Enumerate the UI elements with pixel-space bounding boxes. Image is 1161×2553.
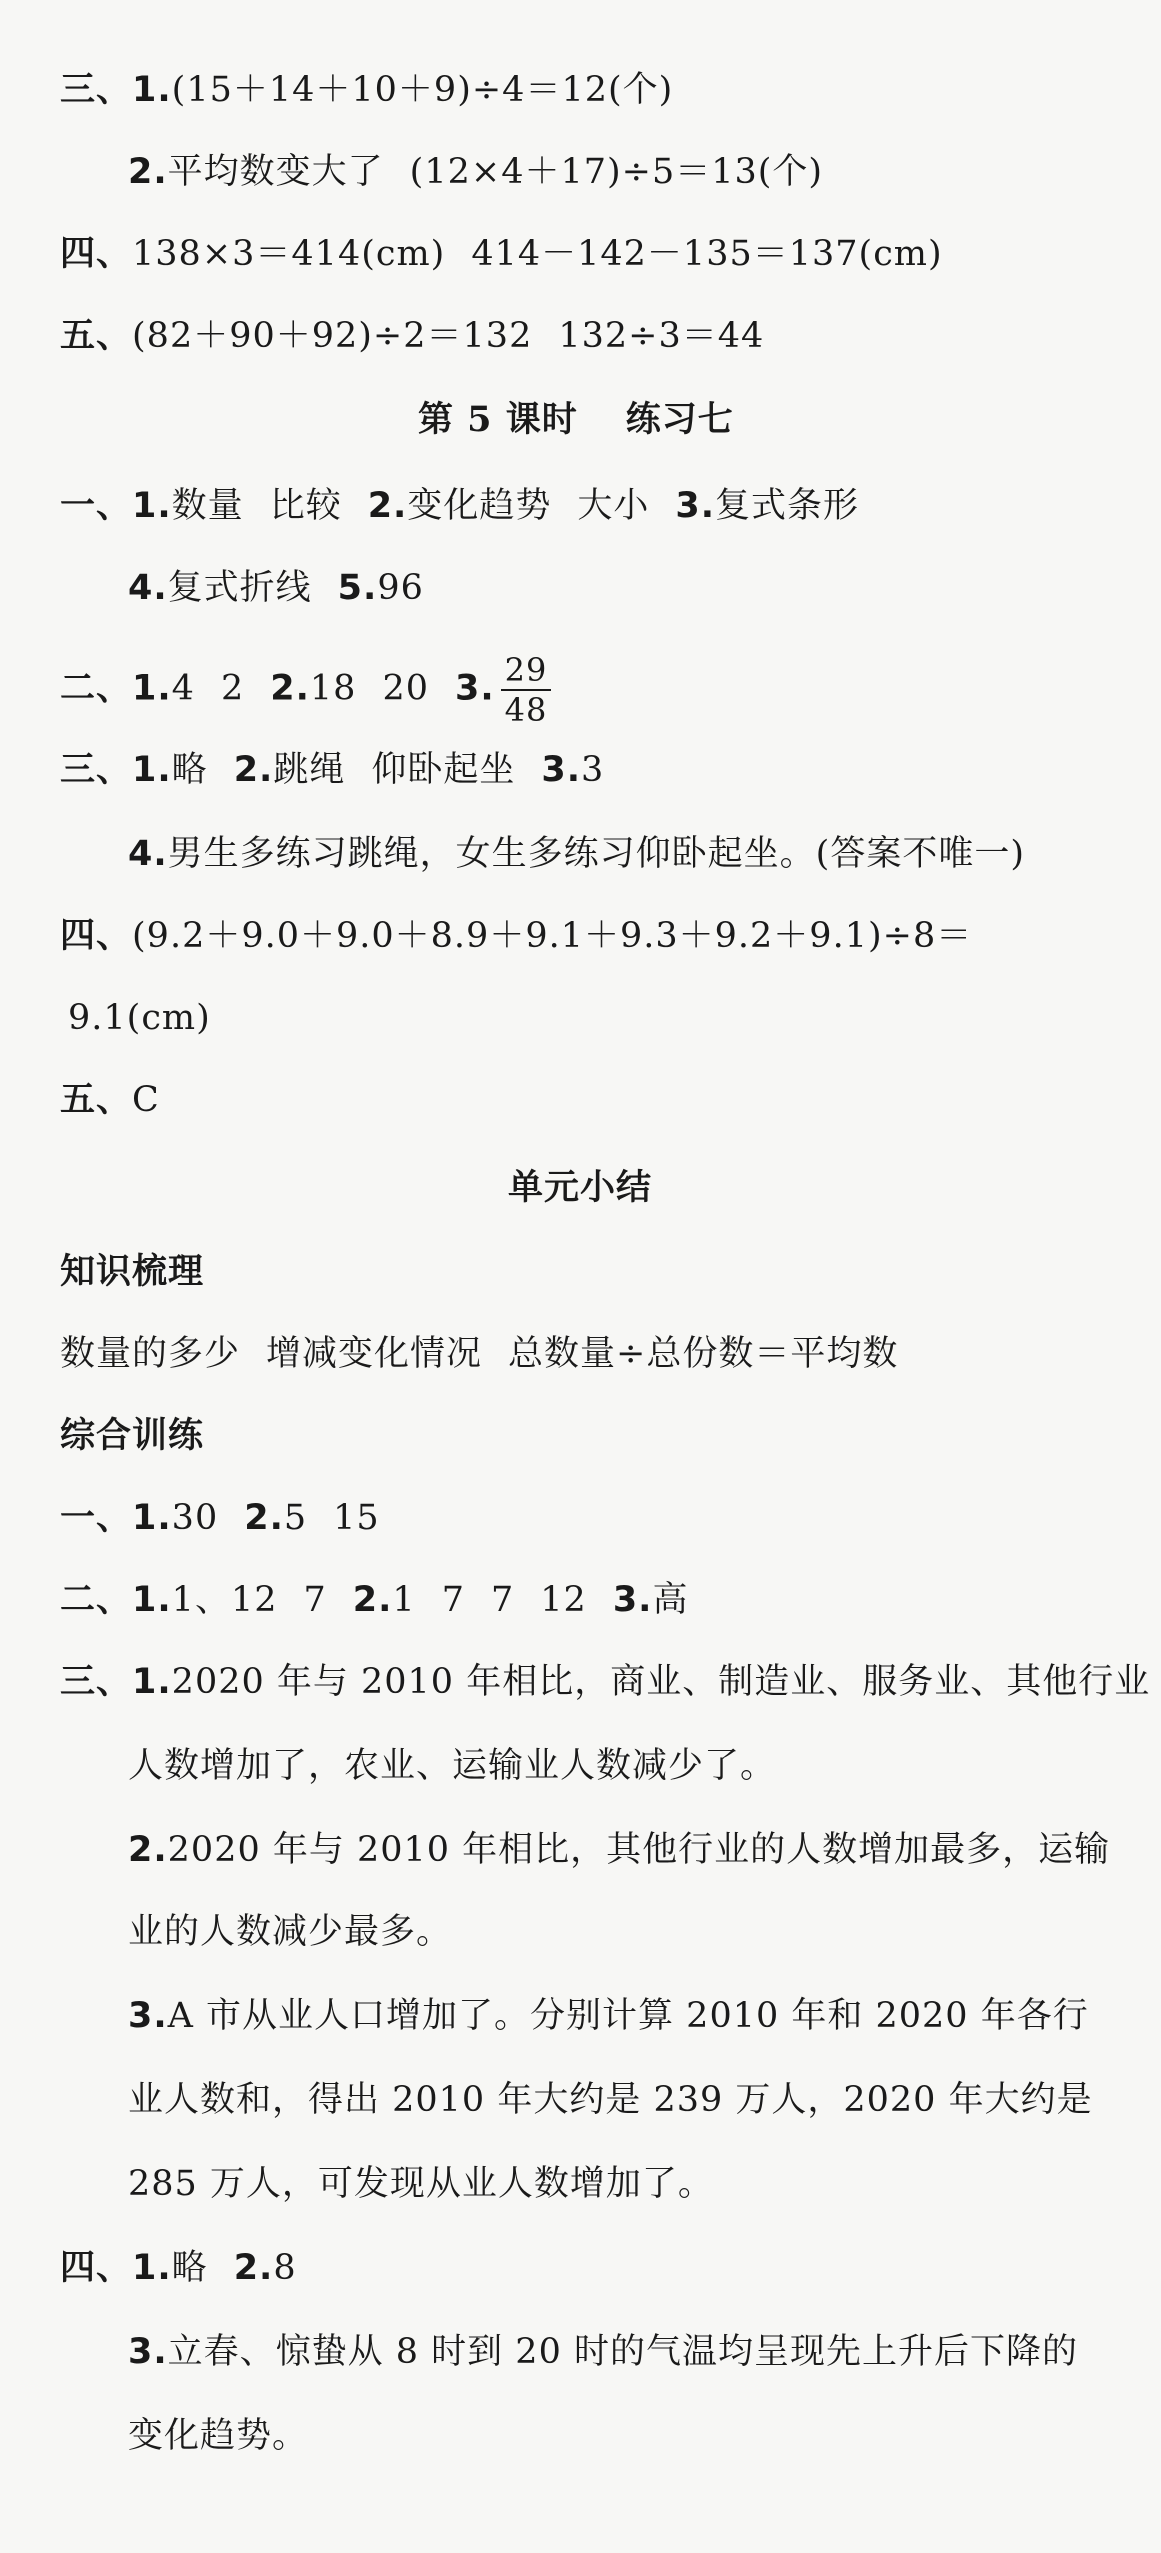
answer-text: 男生多练习跳绳，女生多练习仰卧起坐。(答案不唯一) — [167, 834, 1025, 874]
item-number: 3. — [675, 486, 716, 526]
line-t3-1-cont — [128, 1744, 776, 1788]
heading-lesson: 第 5 课时 — [418, 399, 578, 440]
answer-text: 12 — [540, 1580, 587, 1620]
line-2 — [60, 651, 551, 729]
lesson-heading — [418, 398, 734, 442]
item-number: 4. — [128, 834, 168, 874]
item-number: 3. — [128, 2332, 168, 2372]
line-t4-3-cont — [128, 2414, 308, 2458]
answer-text: 比较 — [269, 486, 342, 526]
answer-text: 7 — [303, 1580, 327, 1620]
item-number: 1. — [132, 70, 172, 110]
answer-text: 数量的多少 — [60, 1334, 241, 1374]
section-label: 五、 — [60, 315, 133, 356]
answer-text: (82＋90＋92)÷2＝132 — [132, 316, 533, 356]
fraction-numerator: 29 — [501, 654, 552, 691]
section-label: 四、 — [60, 915, 133, 956]
answer-text: 20 — [382, 668, 429, 709]
answer-text: 跳绳 — [273, 750, 346, 790]
fraction-denominator: 48 — [504, 691, 548, 729]
answer-text: (12×4＋17)÷5＝13(个) — [409, 152, 824, 192]
answer-text: 人数增加了，农业、运输业人数减少了。 — [128, 1746, 777, 1786]
unit-summary-heading — [508, 1166, 652, 1210]
line-3-2 — [128, 150, 823, 194]
answer-text: C — [132, 1080, 160, 1120]
section-label: 二、 — [60, 1579, 133, 1620]
subheading-training — [60, 1414, 204, 1458]
answer-text: 9.1(cm) — [68, 998, 211, 1038]
item-number: 3. — [128, 1996, 168, 2036]
heading-title: 单元小结 — [508, 1167, 653, 1208]
item-number: 3. — [454, 668, 495, 709]
answer-text: (15＋14＋10＋9)÷4＝12(个) — [171, 70, 674, 110]
line-5 — [60, 314, 764, 358]
answer-text: 8 — [273, 2248, 297, 2288]
item-number: 5. — [337, 568, 378, 608]
line-t3-2 — [128, 1828, 1110, 1872]
answer-text: 414－142－135＝137(cm) — [471, 234, 943, 274]
answer-text: 变化趋势。 — [128, 2416, 309, 2456]
answer-text: 略 — [171, 750, 208, 790]
section-label: 三、 — [60, 749, 133, 790]
section-label: 二、 — [60, 667, 133, 709]
answer-text: 1 — [392, 1580, 416, 1620]
item-number: 2. — [270, 668, 310, 709]
answer-text: 总数量÷总份数＝平均数 — [508, 1334, 899, 1374]
heading-title: 练习七 — [625, 399, 734, 440]
item-number: 2. — [233, 750, 274, 790]
item-number: 1. — [132, 486, 172, 526]
subheading-text: 综合训练 — [60, 1415, 205, 1456]
answer-text: 大小 — [577, 486, 650, 526]
item-number: 2. — [367, 486, 408, 526]
line-t2 — [60, 1578, 688, 1622]
answer-text: A 市从业人口增加了。分别计算 2010 年和 2020 年各行 — [167, 1996, 1089, 2036]
line-t4 — [60, 2246, 297, 2290]
line-t3-2-cont — [128, 1910, 452, 1954]
answer-text: 15 — [333, 1498, 380, 1538]
line-t4-3 — [128, 2330, 1078, 2374]
answer-text: 18 — [309, 668, 357, 709]
line-5-b — [60, 1078, 160, 1122]
answer-text: 数量 — [171, 486, 244, 526]
section-label: 三、 — [60, 1661, 133, 1702]
answer-text: 2 — [220, 668, 245, 709]
item-number: 1. — [132, 1498, 172, 1538]
line-knowledge — [60, 1332, 898, 1376]
line-t1 — [60, 1496, 380, 1540]
answer-text: 略 — [171, 2248, 208, 2288]
line-t3-3-cont1 — [128, 2078, 1093, 2122]
answer-text: 立春、惊蛰从 8 时到 20 时的气温均呈现先上升后下降的 — [167, 2332, 1078, 2372]
item-number: 1. — [132, 668, 172, 709]
answer-text: 96 — [377, 568, 424, 608]
item-number: 2. — [352, 1580, 393, 1620]
answer-text: 复式条形 — [715, 486, 860, 526]
line-4 — [60, 232, 943, 276]
answer-text: 3 — [581, 750, 605, 790]
line-1-4 — [128, 566, 424, 610]
answer-text: 仰卧起坐 — [371, 750, 516, 790]
answer-text: 7 — [441, 1580, 465, 1620]
answer-text: 132÷3＝44 — [558, 316, 765, 356]
answer-text: 业人数和，得出 2010 年大约是 239 万人，2020 年大约是 — [128, 2080, 1093, 2120]
answer-text: 复式折线 — [167, 568, 312, 608]
line-t3-3 — [128, 1994, 1089, 2038]
item-number: 2. — [128, 1830, 168, 1870]
answer-text: 138×3＝414(cm) — [132, 234, 446, 274]
item-number: 2. — [233, 2248, 274, 2288]
line-3-b — [60, 748, 604, 792]
subheading-text: 知识梳理 — [60, 1251, 205, 1292]
line-t3-3-cont2 — [128, 2162, 714, 2206]
subheading-knowledge — [60, 1250, 204, 1294]
item-number: 1. — [132, 1580, 172, 1620]
answer-text: 2020 年与 2010 年相比，其他行业的人数增加最多，运输 — [167, 1830, 1111, 1870]
item-number: 2. — [128, 152, 168, 192]
answer-text: 7 — [490, 1580, 515, 1620]
answer-text: 业的人数减少最多。 — [128, 1912, 453, 1952]
item-number: 1. — [132, 2248, 172, 2288]
item-number: 3. — [541, 750, 582, 790]
item-number: 2. — [244, 1498, 284, 1538]
line-3-4 — [128, 832, 1025, 876]
section-label: 三、 — [60, 69, 133, 110]
answer-text: 变化趋势 — [407, 486, 552, 526]
line-4-b-cont — [68, 996, 211, 1040]
item-number: 1. — [132, 1662, 172, 1702]
answer-text: 1、12 — [171, 1580, 278, 1620]
item-number: 1. — [132, 750, 172, 790]
line-1-1 — [60, 484, 859, 528]
line-t3-1 — [60, 1660, 1150, 1704]
item-number: 4. — [128, 568, 168, 608]
section-label: 五、 — [60, 1079, 133, 1120]
section-label: 一、 — [60, 1497, 133, 1538]
line-4-b — [60, 914, 972, 958]
line-3-1 — [60, 68, 673, 112]
fraction — [501, 651, 552, 729]
section-label: 四、 — [60, 233, 133, 274]
answer-text: 高 — [652, 1580, 689, 1620]
answer-text: 4 — [171, 668, 195, 709]
answer-text: 5 — [283, 1498, 308, 1538]
answer-text: 平均数变大了 — [167, 152, 384, 192]
answer-text: 增减变化情况 — [266, 1334, 483, 1374]
answer-text: 2020 年与 2010 年相比，商业、制造业、服务业、其他行业 — [171, 1662, 1151, 1702]
answer-text: 30 — [171, 1498, 219, 1538]
answer-text: 285 万人，可发现从业人数增加了。 — [128, 2164, 714, 2204]
section-label: 一、 — [60, 485, 133, 526]
answer-text: (9.2＋9.0＋9.0＋8.9＋9.1＋9.3＋9.2＋9.1)÷8＝ — [132, 916, 973, 956]
item-number: 3. — [612, 1580, 653, 1620]
section-label: 四、 — [60, 2247, 133, 2288]
